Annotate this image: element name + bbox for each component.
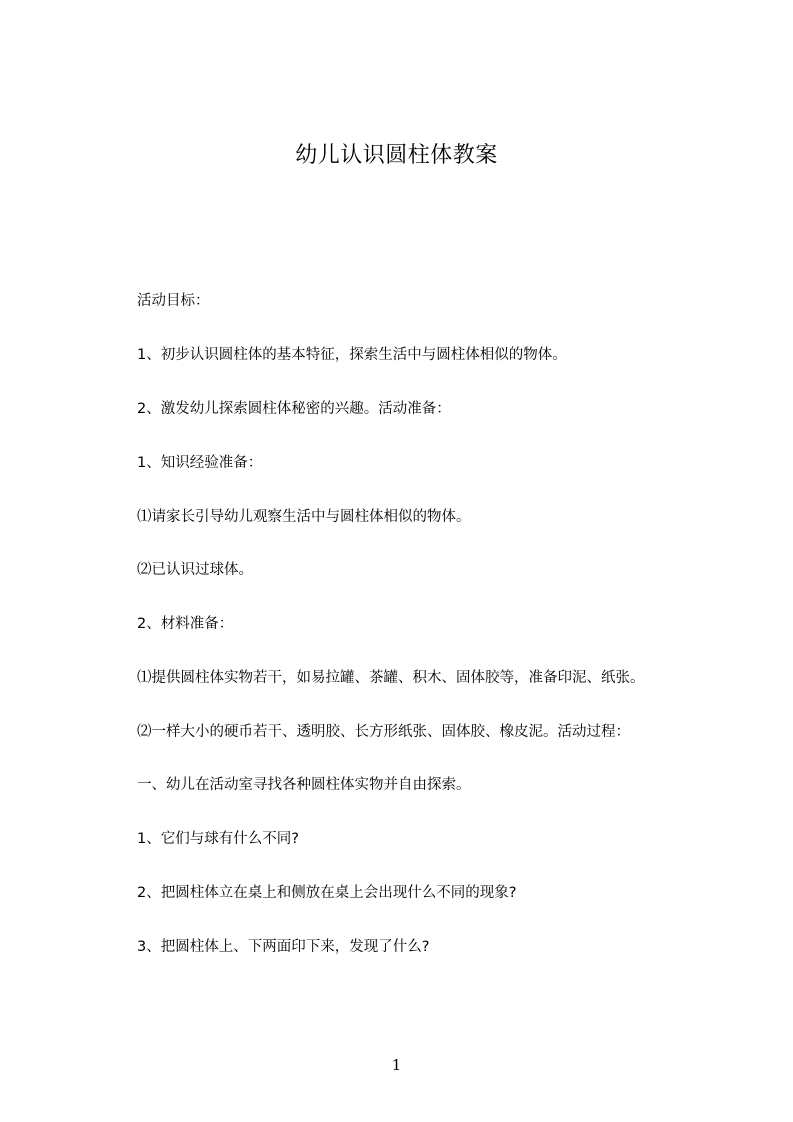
paragraph-material-prep: 2、材料准备： xyxy=(137,616,234,632)
paragraph-process-step-1: 一、幼儿在活动室寻找各种圆柱体实物并自由探索。 xyxy=(137,777,471,793)
paragraph-material-item-2: ⑵一样大小的硬币若干、透明胶、长方形纸张、固体胶、橡皮泥。活动过程： xyxy=(137,724,630,740)
paragraph-knowledge-prep: 1、知识经验准备： xyxy=(137,455,263,471)
paragraph-goal-2: 2、激发幼儿探索圆柱体秘密的兴趣。活动准备： xyxy=(137,401,451,417)
document-title: 幼儿认识圆柱体教案 xyxy=(295,143,498,168)
paragraph-knowledge-item-1: ⑴请家长引导幼儿观察生活中与圆柱体相似的物体。 xyxy=(137,509,471,525)
paragraph-knowledge-item-2: ⑵已认识过球体。 xyxy=(137,562,253,578)
paragraph-question-1: 1、它们与球有什么不同? xyxy=(137,831,299,847)
paragraph-activity-goals: 活动目标： xyxy=(137,293,210,309)
paragraph-material-item-1: ⑴提供圆柱体实物若干，如易拉罐、茶罐、积木、固体胶等，准备印泥、纸张。 xyxy=(137,670,645,686)
page-number: 1 xyxy=(391,1056,402,1074)
paragraph-question-3: 3、把圆柱体上、下两面印下来，发现了什么? xyxy=(137,939,430,955)
paragraph-question-2: 2、把圆柱体立在桌上和侧放在桌上会出现什么不同的现象? xyxy=(137,885,517,901)
paragraph-goal-1: 1、初步认识圆柱体的基本特征，探索生活中与圆柱体相似的物体。 xyxy=(137,347,567,363)
